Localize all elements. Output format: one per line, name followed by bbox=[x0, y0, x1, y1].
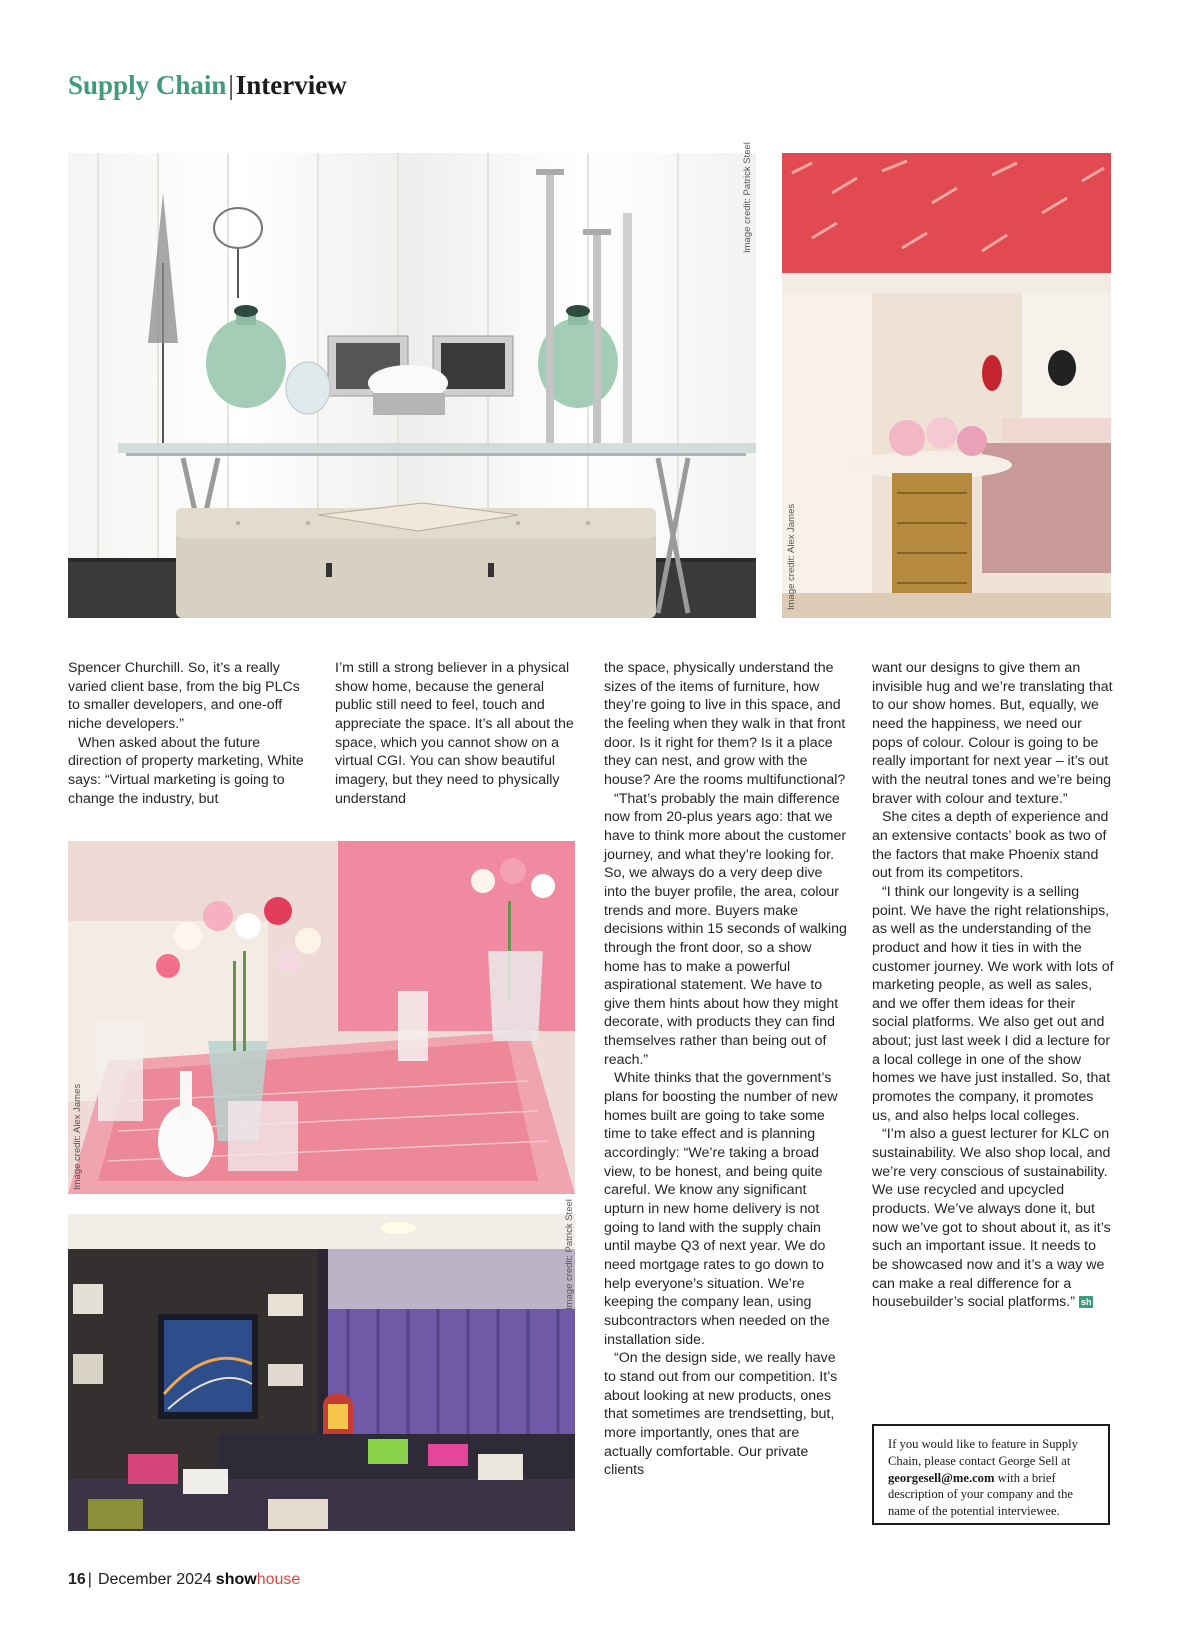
article-column-4 bbox=[872, 659, 1114, 1312]
paragraph: When asked about the future direction of property marketing, White says: “Virtual marketing is going to change the industry, but bbox=[68, 734, 304, 807]
page-number: 16 bbox=[68, 1571, 86, 1588]
paragraph: the space, physically understand the sizes of the items of furniture, how they’re going to live in this space, and the feeling when they walk in that front door. Is it right for them? Is it a place they can nest, and grow with the house? Are the rooms multifunctional? bbox=[604, 660, 846, 788]
end-mark-icon: sh bbox=[1080, 1297, 1092, 1308]
brand-logo-light: house bbox=[256, 1571, 301, 1588]
photo-credit: Image credit: Alex James bbox=[786, 503, 797, 610]
brand-logo-bold: show bbox=[215, 1571, 257, 1588]
photo-credit: Image credit: Alex James bbox=[72, 1083, 83, 1190]
paragraph: want our designs to give them an invisible hug and we’re translating that to our show homes. But, equally, we need the happiness, we need our pops of colour. Colour is going to be really important for next year – it’s out with the neutral tones and we’re being braver with colour and texture.” bbox=[872, 660, 1113, 807]
paragraph: Spencer Churchill. So, it’s a really varied client base, from the big PLCs to smaller developers, and one-off niche developers.” bbox=[68, 660, 300, 732]
header-divider: | bbox=[228, 70, 234, 100]
paragraph bbox=[872, 1125, 1114, 1312]
contact-text: with a brief description of your company and the name of the potential interviewee. bbox=[888, 1470, 1074, 1519]
paragraph: White thinks that the government’s plans for boosting the number of new homes built are going to take some time to take effect and is planning accordingly: “We’re taking a broad view, to be honest, and being quite careful. We know any significant upturn in new home delivery is not going to land with the supply chain until maybe Q3 of next year. We do need mortgage rates to go down to help everyone’s situation. We’re keeping the company lean, using subcontractors when needed on the installation side. bbox=[604, 1070, 838, 1348]
paragraph-text: “I’m also a guest lecturer for KLC on sustainability. We also shop local, and we’re very conscious of sustainability. We use recycled and upcycled products. We’ve always done it, but now we’ve got to shout about it, as it’s such an important issue. It needs to be showcased now and it’s a way we can make a real difference for a housebuilder’s social platforms.” bbox=[872, 1126, 1111, 1311]
article-column-3 bbox=[604, 659, 848, 1480]
article-kind: Interview bbox=[235, 70, 347, 100]
photo-credit: Image credit: Patrick Steel bbox=[742, 142, 753, 253]
contact-email[interactable]: georgesell@me.com bbox=[888, 1470, 995, 1485]
paragraph: “That’s probably the main difference now from 20-plus years ago: that we have to think more about the customer journey, and what they’re looking for. So, we always do a very deep dive into the buyer profile, the area, colour trends and more. Buyers make decisions within 15 seconds of walking through the front door, so a show home has to make a powerful aspirational statement. We have to give them hints about how they might decorate, with products they can find themselves rather than being out of reach.” bbox=[604, 790, 847, 1068]
section-name: Supply Chain bbox=[68, 70, 227, 100]
paragraph: “On the design side, we really have to stand out from our competition. It’s about looking at new products, ones that sometimes are trendsetting, but, more importantly, ones that are actually comfortable. Our private clients bbox=[604, 1350, 838, 1479]
paragraph: “I think our longevity is a selling point. We have the right relationships, as well as the understanding of the product and how it ties in with the customer journey. We work with lots of marketing people, as well as sales, and we offer them ideas for their social platforms. We also get out and about; just last week I did a lecture for a local college in one of the show homes we have just installed. So, that promotes the company, it promotes us, and also helps local colleges. bbox=[872, 883, 1114, 1124]
paragraph: I’m still a strong believer in a physical show home, because the general public still need to feel, touch and appreciate the space. It’s all about the space, which you cannot show on a virtual CGI. You can show beautiful imagery, but they need to physically understand bbox=[335, 660, 574, 807]
article-column-1 bbox=[68, 659, 308, 808]
contact-box bbox=[872, 1424, 1110, 1525]
page-footer bbox=[68, 1571, 300, 1589]
footer-divider: | bbox=[87, 1571, 92, 1588]
issue-date: December 2024 bbox=[97, 1571, 212, 1588]
photo-pink-table bbox=[68, 841, 575, 1194]
photo-hallway-console bbox=[68, 153, 756, 618]
paragraph: She cites a depth of experience and an extensive contacts’ book as two of the factors that make Phoenix stand out from its competitors. bbox=[872, 809, 1109, 882]
article-column-2 bbox=[335, 659, 577, 808]
photo-cinema-room bbox=[68, 1214, 575, 1531]
contact-text: If you would like to feature in Supply Chain, please contact George Sell at bbox=[888, 1437, 1078, 1468]
photo-credit: Image credit: Patrick Steel bbox=[564, 1199, 575, 1310]
photo-pink-kitchen bbox=[782, 153, 1111, 618]
section-header bbox=[68, 70, 347, 101]
